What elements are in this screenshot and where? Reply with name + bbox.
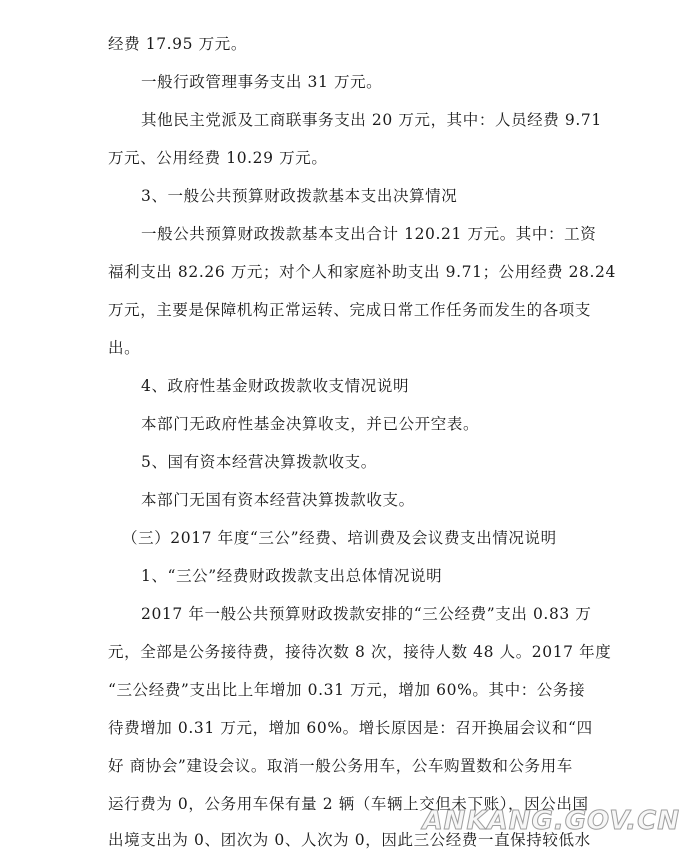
- paragraph-line: 其他民主党派及工商联事务支出 20 万元，其中：人员经费 9.71: [141, 111, 602, 129]
- section-heading: 5、国有资本经营决算拨款收支。: [141, 453, 377, 471]
- paragraph-line: 2017 年一般公共预算财政拨款安排的“三公经费”支出 0.83 万: [141, 605, 592, 623]
- section-heading: 1、“三公”经费财政拨款支出总体情况说明: [141, 567, 443, 585]
- paragraph-line: 万元，主要是保障机构正常运转、完成日常工作任务而发生的各项支: [108, 301, 592, 319]
- paragraph-line: “三公经费”支出比上年增加 0.31 万元，增加 60%。其中：公务接: [108, 681, 586, 699]
- section-heading: 4、政府性基金财政拨款收支情况说明: [141, 377, 410, 395]
- paragraph-line: 经费 17.95 万元。: [108, 35, 247, 53]
- paragraph-line: 运行费为 0，公务用车保有量 2 辆（车辆上交但未下账），因公出国: [108, 795, 589, 813]
- paragraph-line: 出。: [108, 339, 141, 357]
- paragraph-line: 福利支出 82.26 万元；对个人和家庭补助支出 9.71；公用经费 28.24: [108, 263, 616, 281]
- section-heading: 3、一般公共预算财政拨款基本支出决算情况: [141, 187, 458, 205]
- section-heading: （三）2017 年度“三公”经费、培训费及会议费支出情况说明: [122, 529, 557, 547]
- paragraph-line: 一般行政管理事务支出 31 万元。: [141, 73, 383, 91]
- paragraph-line: 待费增加 0.31 万元，增加 60%。增长原因是：召开换届会议和“四: [108, 719, 593, 737]
- paragraph-line: 好 商协会”建设会议。取消一般公务用车，公车购置数和公务用车: [108, 757, 573, 775]
- paragraph-line: 本部门无国有资本经营决算拨款收支。: [141, 491, 415, 509]
- paragraph-line: 万元、公用经费 10.29 万元。: [108, 149, 328, 167]
- paragraph-line: 一般公共预算财政拨款基本支出合计 120.21 万元。其中：工资: [141, 225, 597, 243]
- paragraph-line: 出境支出为 0、团次为 0、人次为 0，因此三公经费一直保持较低水: [108, 831, 591, 849]
- site-watermark: ANKANG.GOV.CN: [422, 806, 680, 836]
- paragraph-line: 本部门无政府性基金决算收支，并已公开空表。: [141, 415, 480, 433]
- paragraph-line: 元，全部是公务接待费，接待次数 8 次，接待人数 48 人。2017 年度: [108, 643, 612, 661]
